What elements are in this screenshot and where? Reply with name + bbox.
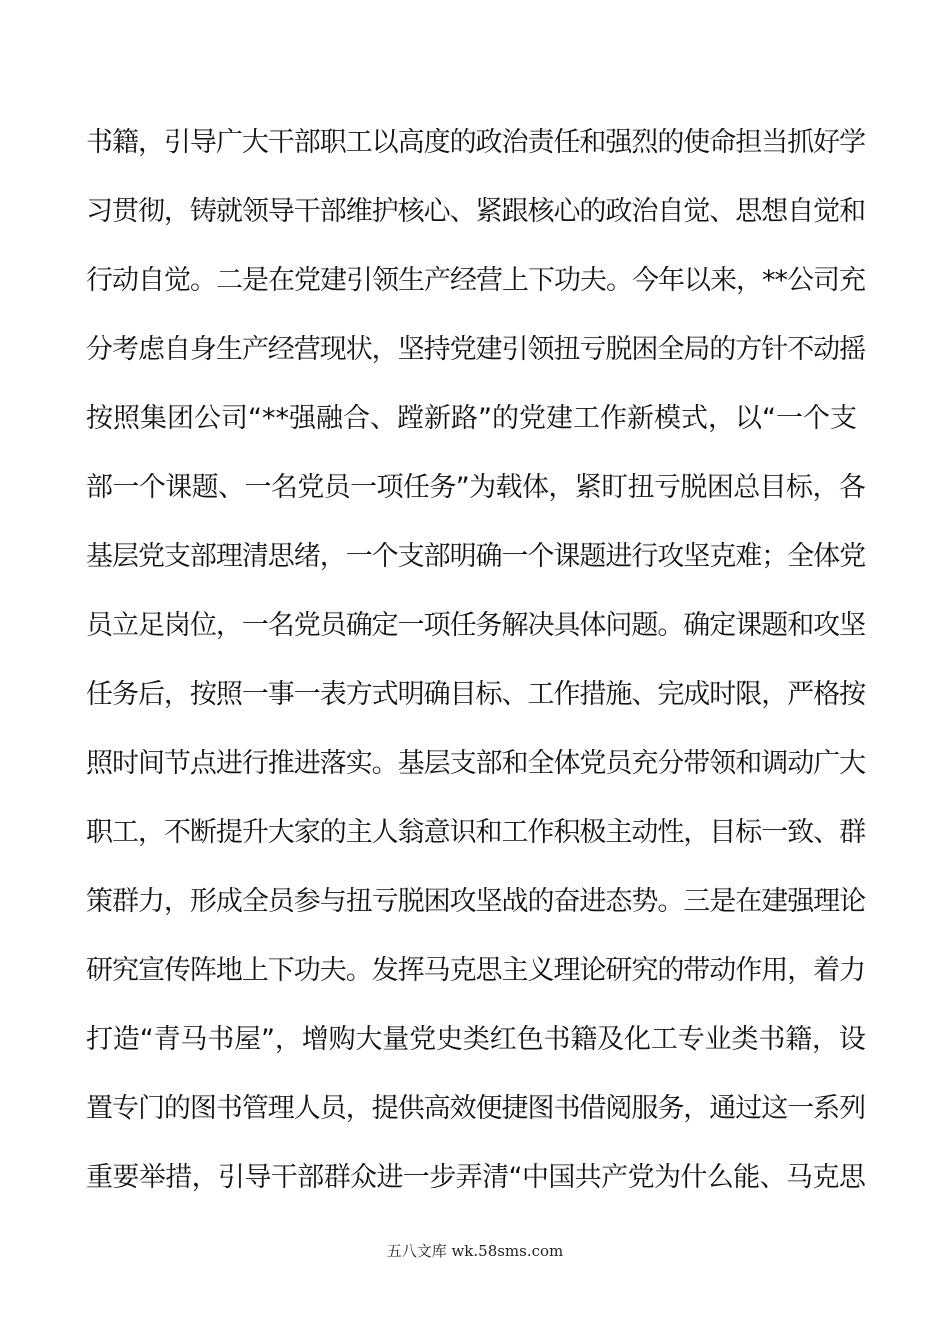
text-line: 基层党支部理清思绪，一个支部明确一个课题进行攻坚克难；全体党 [86, 542, 866, 572]
text-line: 行动自觉。二是在党建引领生产经营上下功夫。今年以来，**公司充 [86, 266, 865, 296]
text-line: 书籍，引导广大干部职工以高度的政治责任和强烈的使命担当抓好学 [86, 128, 866, 158]
body-text [86, 128, 866, 1232]
text-line: 研究宣传阵地上下功夫。发挥马克思主义理论研究的带动作用，着力 [86, 956, 866, 986]
text-line: 任务后，按照一事一表方式明确目标、工作措施、完成时限，严格按 [86, 680, 866, 710]
text-line: 职工，不断提升大家的主人翁意识和工作积极主动性，目标一致、群 [86, 818, 866, 848]
text-line: 重要举措，引导干部群众进一步弄清“中国共产党为什么能、马克思 [86, 1163, 866, 1193]
page-footer: 五八文库 wk.58sms.com [386, 1242, 564, 1260]
text-line: 打造“青马书屋”，增购大量党史类红色书籍及化工专业类书籍，设 [86, 1025, 866, 1055]
text-line: 策群力，形成全员参与扭亏脱困攻坚战的奋进态势。三是在建强理论 [86, 887, 866, 917]
text-line: 照时间节点进行推进落实。基层支部和全体党员充分带领和调动广大 [86, 749, 866, 779]
text-line: 习贯彻，铸就领导干部维护核心、紧跟核心的政治自觉、思想自觉和 [86, 197, 866, 227]
text-line: 置专门的图书管理人员，提供高效便捷图书借阅服务，通过这一系列 [86, 1094, 866, 1124]
text-line: 分考虑自身生产经营现状，坚持党建引领扭亏脱困全局的方针不动摇 [86, 335, 866, 365]
text-line: 按照集团公司“**强融合、蹚新路”的党建工作新模式，以“一个支 [86, 404, 857, 434]
text-line: 部一个课题、一名党员一项任务”为载体，紧盯扭亏脱困总目标，各 [86, 473, 866, 503]
text-line: 员立足岗位，一名党员确定一项任务解决具体问题。确定课题和攻坚 [86, 611, 866, 641]
